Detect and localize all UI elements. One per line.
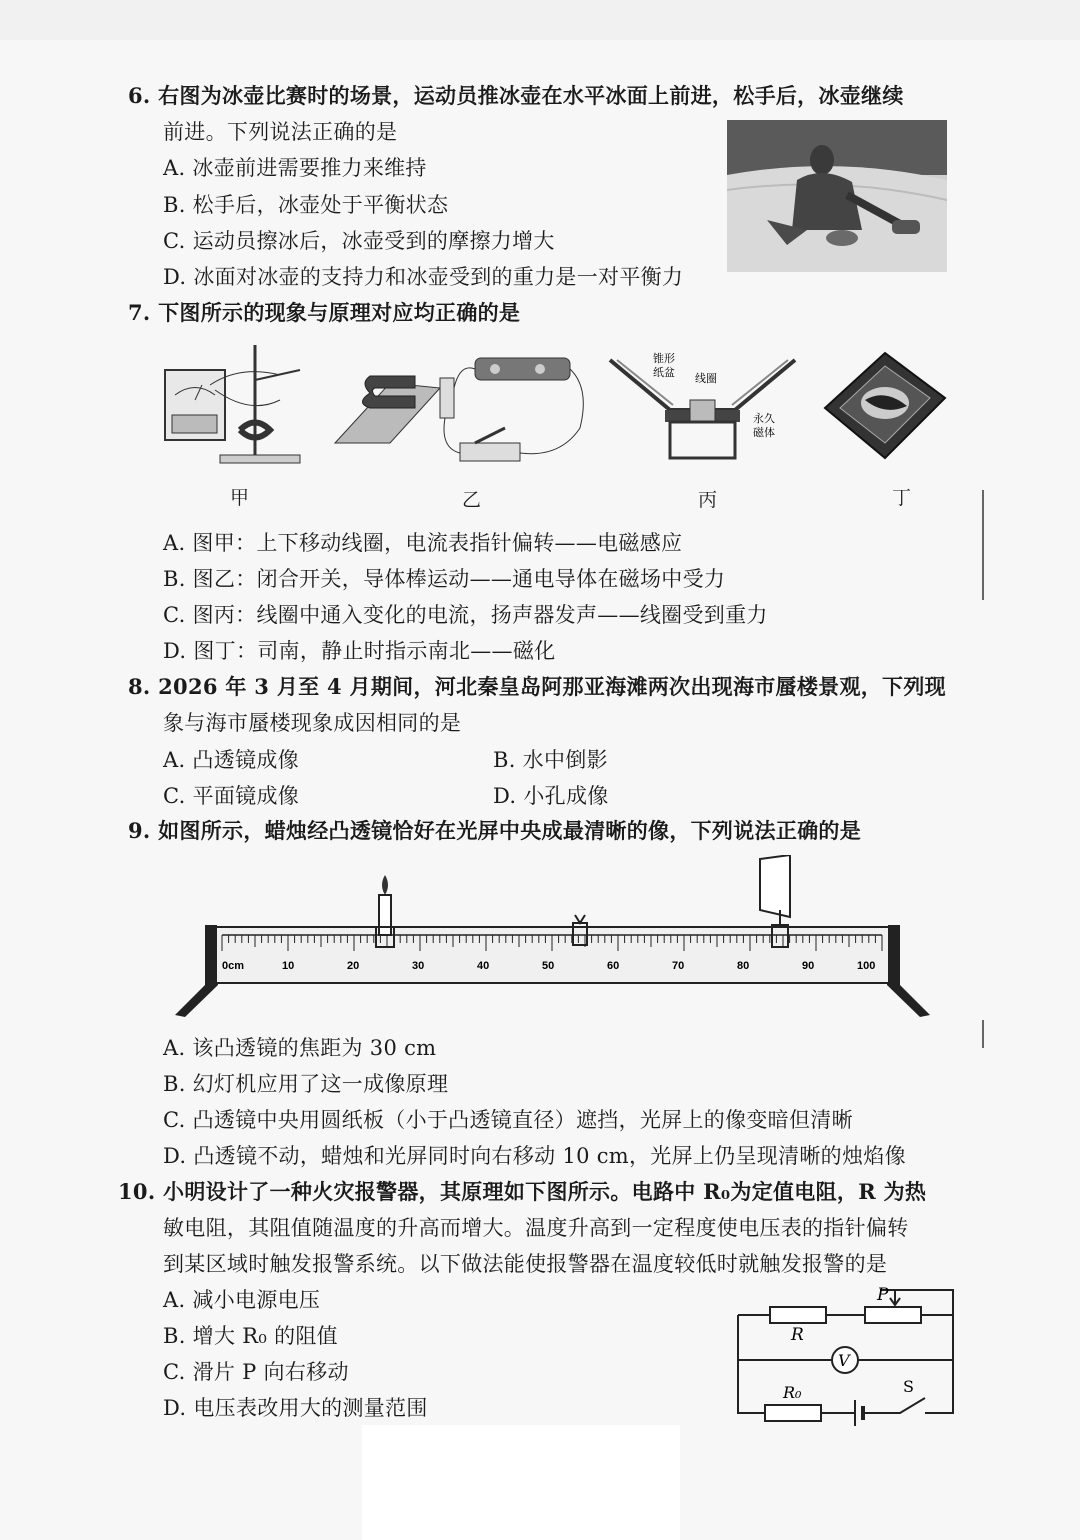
speaker-label-magnet: 永久 (753, 412, 775, 425)
q9-option-d: D. 凸透镜不动，蜡烛和光屏同时向右移动 10 cm，光屏上仍呈现清晰的烛焰像 (163, 1144, 906, 1168)
ruler-label-90: 90 (802, 960, 815, 972)
circuit-label-p: P (877, 1285, 889, 1305)
scan-edge-mark (982, 490, 984, 600)
ruler-label-0: 0cm (222, 960, 245, 972)
circuit-label-r0: R₀ (783, 1383, 802, 1402)
circuit-label-r: R (791, 1325, 804, 1345)
speaker-label-cone: 锥形 (653, 352, 675, 365)
q7-option-b: B. 图乙：闭合开关，导体棒运动——通电导体在磁场中受力 (163, 567, 726, 591)
q6-option-b: B. 松手后，冰壶处于平衡状态 (163, 193, 449, 217)
speaker-label-coil: 线圈 (695, 372, 717, 385)
q9-option-b: B. 幻灯机应用了这一成像原理 (163, 1072, 449, 1096)
q10-option-a: A. 减小电源电压 (163, 1288, 321, 1312)
figure-bing-speaker (605, 350, 805, 470)
q8-option-a: A. 凸透镜成像 (163, 748, 299, 772)
ruler-label-10: 10 (282, 960, 295, 972)
speaker-label-magnet2: 磁体 (753, 426, 775, 439)
optical-bench-figure (170, 855, 935, 1025)
ruler-label-70: 70 (672, 960, 685, 972)
q6-stem-line2: 前进。下列说法正确的是 (163, 120, 398, 144)
q6-stem-line1: 6. 右图为冰壶比赛时的场景，运动员推冰壶在水平冰面上前进，松手后，冰壶继续 (128, 83, 904, 108)
q9-stem: 9. 如图所示，蜡烛经凸透镜恰好在光屏中央成最清晰的像，下列说法正确的是 (128, 818, 862, 843)
blank-area (362, 1425, 680, 1540)
q9-option-a: A. 该凸透镜的焦距为 30 cm (163, 1036, 437, 1060)
scan-edge-mark-2 (982, 1020, 984, 1048)
q8-option-c: C. 平面镜成像 (163, 784, 300, 808)
q7-option-a: A. 图甲：上下移动线圈，电流表指针偏转——电磁感应 (163, 531, 683, 555)
q8-option-b: B. 水中倒影 (493, 748, 608, 772)
q10-stem-line1: 10. 小明设计了一种火灾报警器，其原理如下图所示。电路中 R₀为定值电阻，R 为热 (118, 1179, 927, 1204)
q9-option-c: C. 凸透镜中央用圆纸板（小于凸透镜直径）遮挡，光屏上的像变暗但清晰 (163, 1108, 853, 1132)
q10-option-c: C. 滑片 P 向右移动 (163, 1360, 349, 1384)
q10-stem-line2: 敏电阻，其阻值随温度的升高而增大。温度升高到一定程度使电压表的指针偏转 (163, 1216, 909, 1240)
ruler-label-40: 40 (477, 960, 490, 972)
figure-label-bing: 丙 (698, 489, 718, 511)
figure-yi-motor-circuit (330, 348, 590, 473)
ruler-label-20: 20 (347, 960, 360, 972)
q6-option-d: D. 冰面对冰壶的支持力和冰壶受到的重力是一对平衡力 (163, 265, 684, 289)
q8-stem-line2: 象与海市蜃楼现象成因相同的是 (163, 711, 462, 735)
ruler-label-30: 30 (412, 960, 425, 972)
voltmeter-label: V (838, 1351, 850, 1370)
alarm-circuit-diagram (725, 1280, 960, 1440)
q6-option-c: C. 运动员擦冰后，冰壶受到的摩擦力增大 (163, 229, 555, 253)
q6-option-a: A. 冰壶前进需要推力来维持 (163, 156, 427, 180)
q8-option-d: D. 小孔成像 (493, 784, 609, 808)
q10-option-b: B. 增大 R₀ 的阻值 (163, 1324, 338, 1348)
figure-label-yi: 乙 (462, 489, 482, 511)
ruler-label-100: 100 (857, 960, 876, 972)
figure-ding-sinan-compass (815, 348, 950, 463)
figure-label-ding: 丁 (892, 487, 912, 509)
q10-option-d: D. 电压表改用大的测量范围 (163, 1396, 428, 1420)
q7-option-c: C. 图丙：线圈中通入变化的电流，扬声器发声——线圈受到重力 (163, 603, 768, 627)
speaker-label-cone2: 纸盆 (653, 366, 675, 379)
figure-label-jia: 甲 (230, 487, 250, 509)
q8-stem-line1: 8. 2026 年 3 月至 4 月期间，河北秦皇岛阿那亚海滩两次出现海市蜃楼景观，下列现 (128, 674, 946, 699)
circuit-label-s: S (903, 1377, 914, 1396)
q7-stem: 7. 下图所示的现象与原理对应均正确的是 (128, 300, 521, 325)
ruler-label-80: 80 (737, 960, 750, 972)
q7-option-d: D. 图丁：司南，静止时指示南北——磁化 (163, 639, 556, 663)
figure-jia-galvanometer (160, 345, 310, 470)
ruler-label-60: 60 (607, 960, 620, 972)
q10-stem-line3: 到某区域时触发报警系统。以下做法能使报警器在温度较低时就触发报警的是 (163, 1252, 888, 1276)
ruler-label-50: 50 (542, 960, 555, 972)
curling-photo (727, 120, 947, 272)
